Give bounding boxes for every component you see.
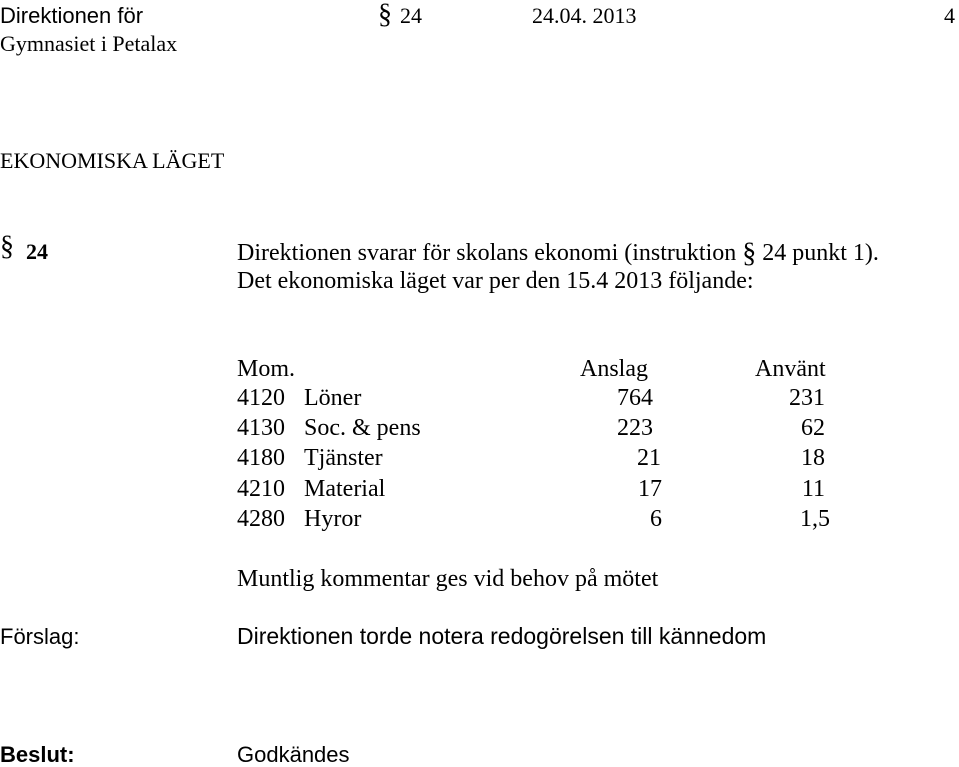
table-row-anslag: 223 [617, 415, 653, 441]
table-row-name: Hyror [304, 506, 362, 532]
table-row-name: Löner [304, 385, 362, 411]
table-row-anslag: 17 [638, 476, 662, 502]
table-row-anvant: 11 [801, 476, 825, 502]
header-org-line2: Gymnasiet i Petalax [0, 31, 178, 56]
table-row-code: 4180 [237, 445, 285, 471]
table-header-anslag: Anslag [580, 356, 648, 382]
table-row-code: 4280 [237, 506, 285, 532]
header-meeting-number: 24 [400, 3, 422, 28]
page-title: EKONOMISKA LÄGET [0, 148, 225, 173]
table-header-anvant: Använt [755, 356, 826, 382]
item-text-line1-after: 24 punkt 1). [762, 240, 879, 266]
table-row-anslag: 6 [650, 506, 662, 532]
table-row-anvant: 18 [801, 445, 825, 471]
item-text-line2: Det ekonomiska läget var per den 15.4 2013 följande: [237, 268, 754, 294]
item-number: 24 [26, 239, 48, 264]
header-page-number: 4 [944, 3, 955, 28]
section-symbol-icon: § [378, 0, 392, 30]
table-row-code: 4210 [237, 476, 285, 502]
table-header-mom: Mom. [237, 356, 296, 382]
item-section-symbol-icon: § [0, 231, 14, 262]
item-text-line1-before: Direktionen svarar för skolans ekonomi (instruktion [237, 240, 737, 266]
proposal-label: Förslag: [0, 624, 80, 649]
table-row-code: 4120 [237, 385, 285, 411]
table-row-name: Tjänster [304, 445, 383, 471]
header-date: 24.04. 2013 [532, 3, 637, 28]
header-org-line1: Direktionen för [0, 3, 144, 28]
table-row-code: 4130 [237, 415, 285, 441]
table-row-anslag: 764 [617, 385, 653, 411]
table-row-name: Material [304, 476, 386, 502]
table-row-anvant: 1,5 [800, 506, 830, 532]
decision-label: Beslut: [0, 742, 75, 767]
proposal-text: Direktionen torde notera redogörelsen till kännedom [237, 623, 767, 649]
table-row-name: Soc. & pens [304, 415, 421, 441]
item-text-line1 [237, 240, 879, 268]
comment-text: Muntlig kommentar ges vid behov på mötet [237, 566, 659, 592]
inline-section-symbol-icon: § [742, 238, 757, 269]
table-row-anslag: 21 [637, 445, 661, 471]
table-row-anvant: 62 [801, 415, 825, 441]
decision-text: Godkändes [237, 742, 350, 767]
table-row-anvant: 231 [789, 385, 825, 411]
